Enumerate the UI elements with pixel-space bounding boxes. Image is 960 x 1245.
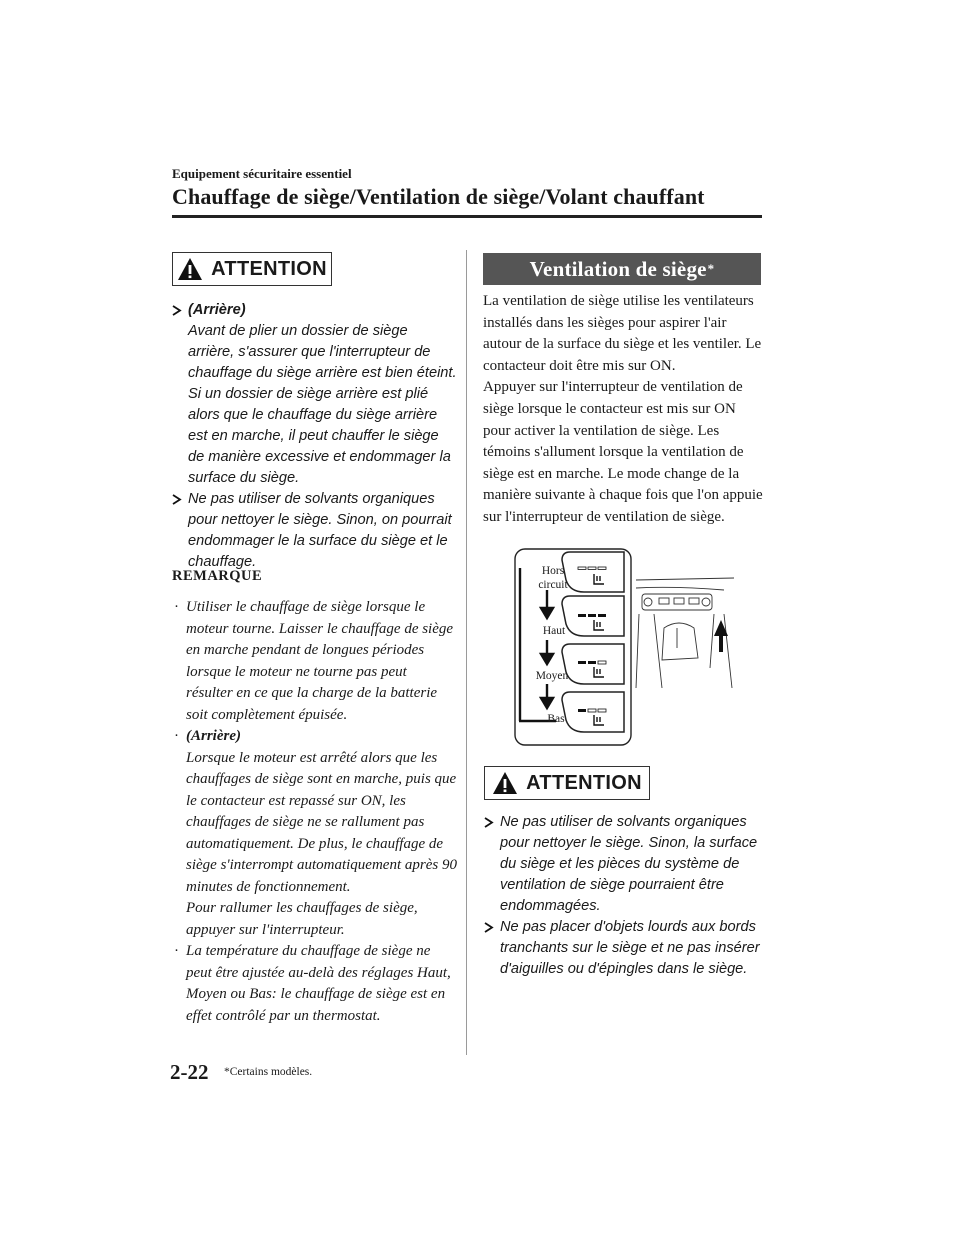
attention-label: ATTENTION xyxy=(526,771,642,794)
attention-box-left xyxy=(172,252,332,286)
remarque-item-text: Lorsque le moteur est arrêté alors que les chauffages de siège sont en marche, puis que le contacteur est repassé sur ON, les chauffages de siège ne se rallument pas automatiquement. De plus, le chauffage de siège s'interrompt automatiquement après 90 minutes de fonctionnement. xyxy=(186,749,457,895)
warning-icon xyxy=(492,771,518,795)
attention-item xyxy=(172,489,457,573)
label-high: Haut xyxy=(542,625,566,637)
label-off xyxy=(534,564,572,592)
bullet-dot-icon: · xyxy=(174,943,179,959)
warning-icon xyxy=(177,257,203,281)
remarque-item xyxy=(172,726,457,941)
page-title: Chauffage de siège/Ventilation de siège/Volant chauffant xyxy=(172,184,705,209)
attention-box-right xyxy=(484,766,650,800)
label-off-line: Hors xyxy=(541,565,565,577)
remarque-list xyxy=(172,597,457,1027)
section-label: Equipement sécuritaire essentiel xyxy=(172,166,352,181)
attention-item xyxy=(484,812,760,917)
remarque-item xyxy=(172,941,457,1027)
paragraph: La ventilation de siège utilise les ventilateurs installés dans les sièges pour aspirer l'air autour de la surface du siège et les ventiler. Le contacteur doit être mis sur ON. xyxy=(483,293,762,374)
remarque-item-title: (Arrière) xyxy=(186,728,241,744)
arrow-bullet-icon xyxy=(172,305,182,316)
ventilation-switch-figure xyxy=(514,548,764,748)
arrow-bullet-icon xyxy=(484,922,494,933)
section-banner: Ventilation de siège * xyxy=(483,253,761,285)
section-heading: Ventilation de siège xyxy=(529,256,707,281)
attention-item-title: (Arrière) xyxy=(188,302,246,318)
arrow-bullet-icon xyxy=(484,817,494,828)
attention-list-left xyxy=(172,300,457,573)
remarque-heading: REMARQUE xyxy=(172,568,263,584)
bullet-dot-icon: · xyxy=(174,728,179,744)
attention-item xyxy=(172,300,457,489)
arrow-bullet-icon xyxy=(172,494,182,505)
remarque-item-text: Pour rallumer les chauffages de siège, appuyer sur l'interrupteur. xyxy=(186,900,418,938)
label-medium: Moyen xyxy=(535,670,569,682)
footnote: *Certains modèles. xyxy=(224,1066,313,1078)
attention-item-text: Avant de plier un dossier de siège arrière, s'assurer que l'interrupteur de chauffage du siège arrière est bien éteint. Si un dossier de siège arrière est plié alors que le chauffage du siège arrière est en marche, il peut chauffer le siège de manière excessive et endommager la surface du siège. xyxy=(188,323,457,486)
bullet-dot-icon: · xyxy=(174,599,179,615)
label-off-line: circuit xyxy=(538,579,568,591)
attention-item-text: Ne pas utiliser de solvants organiques pour nettoyer le siège. Sinon, la surface du siège et les pièces du système de ventilation de siège pourraient être endommagées. xyxy=(500,814,758,914)
title-rule xyxy=(172,215,762,218)
paragraph: Appuyer sur l'interrupteur de ventilation de siège lorsque le contacteur est mis sur ON pour activer la ventilation de siège. Les témoins s'allument lorsque la ventilation de siège est en marche. Le mode change de la manière suivante à chaque fois que l'on appuie sur l'interrupteur de ventilation de siège. xyxy=(483,379,763,525)
attention-item xyxy=(484,917,760,980)
page-number: 2-22 xyxy=(170,1060,209,1084)
remarque-item xyxy=(172,597,457,726)
label-low: Bas xyxy=(547,713,565,725)
column-divider xyxy=(466,250,467,1055)
attention-list-right xyxy=(484,812,760,980)
remarque-item-text: Utiliser le chauffage de siège lorsque le moteur tourne. Laisser le chauffage de siège en marche pendant de longues périodes lorsque le moteur ne tourne pas peut résulter en ce que la charge de la batterie soit complètement épuisée. xyxy=(186,599,454,723)
attention-item-text: Ne pas utiliser de solvants organiques pour nettoyer le siège. Sinon, on pourrait endommager le la surface du siège et le chauffage. xyxy=(188,491,452,570)
remarque-item-text: La température du chauffage de siège ne peut être ajustée au-delà des réglages Haut, Moyen ou Bas: le chauffage de siège est en effet contrôlé par un thermostat. xyxy=(186,943,451,1024)
ventilation-body xyxy=(483,291,763,529)
attention-item-text: Ne pas placer d'objets lourds aux bords tranchants sur le siège et ne pas insérer d'aiguilles ou d'épingles dans le siège. xyxy=(500,919,760,977)
attention-label: ATTENTION xyxy=(211,257,327,280)
